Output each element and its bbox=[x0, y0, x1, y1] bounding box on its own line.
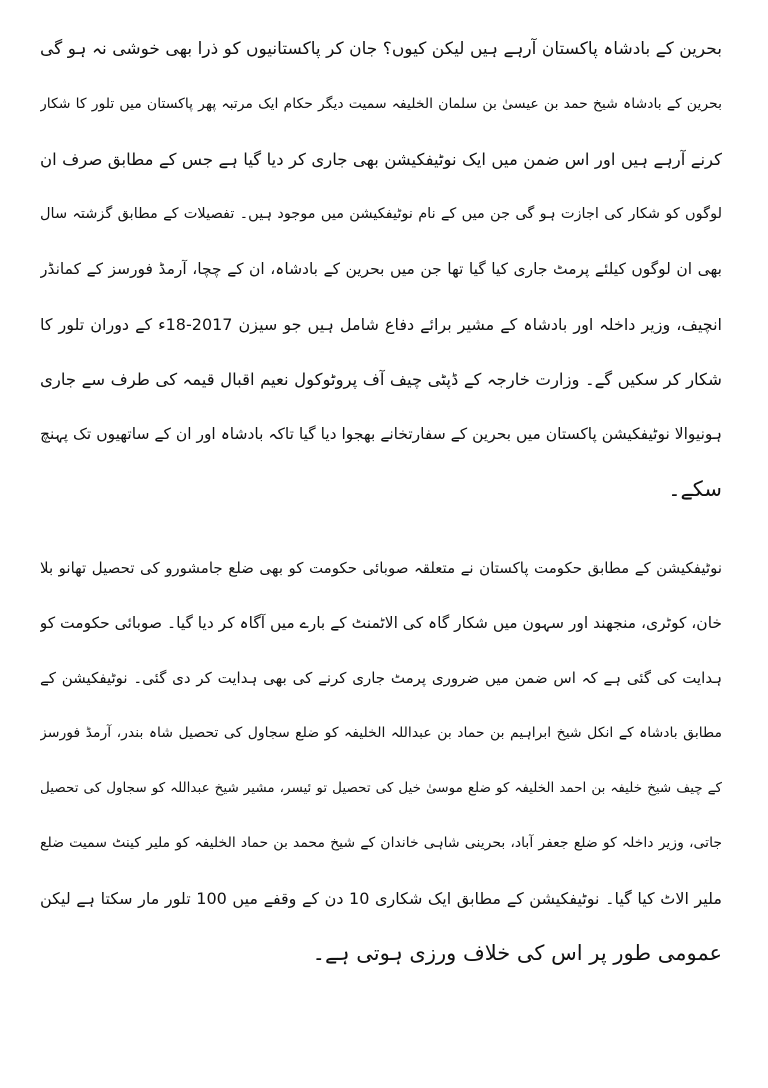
text-line: مطابق بادشاہ کے انکل شیخ ابراہیم بن حماد بن عبداللہ الخلیفہ کو ضلع سجاول کی تحصیل شاہ بندر، آرمڈ فورسز bbox=[40, 725, 722, 741]
text-line-last: سکے۔ bbox=[668, 477, 722, 501]
text-line-last: عمومی طور پر اس کی خلاف ورزی ہوتی ہے۔ bbox=[312, 941, 722, 965]
headline-line: بحرین کے بادشاہ پاکستان آرہے ہیں لیکن کیوں؟ جان کر پاکستانیوں کو ذرا بھی خوشی نہ ہو گی bbox=[40, 39, 722, 59]
text-line: جاتی، وزیر داخلہ کو ضلع جعفر آباد، بحرینی شاہی خاندان کے شیخ محمد بن حماد الخلیفہ کو ملیر کینٹ سمیت ضلع bbox=[40, 835, 722, 851]
text-line: بحرین کے بادشاہ شیخ حمد بن عیسیٰ بن سلمان الخلیفہ سمیت دیگر حکام ایک مرتبہ پھر پاکستان میں تلور کا شکار bbox=[40, 96, 722, 112]
text-line: ہدایت کی گئی ہے کہ اس ضمن میں ضروری پرمٹ جاری کرنے کی بھی ہدایت کر دی گئی۔ نوٹیفکیشن کے bbox=[40, 669, 722, 687]
text-line: شکار کر سکیں گے۔ وزارت خارجہ کے ڈپٹی چیف آف پروٹوکول نعیم اقبال قیمہ کی طرف سے جاری bbox=[40, 370, 722, 389]
text-line: انچیف، وزیر داخلہ اور بادشاہ کے مشیر برائے دفاع شامل ہیں جو سیزن 2017-18ء کے دوران تلور کا bbox=[40, 315, 722, 334]
text-line: لوگوں کو شکار کی اجازت ہو گی جن میں کے نام نوٹیفکیشن میں موجود ہیں۔ تفصیلات کے مطابق گزشتہ سال bbox=[40, 206, 722, 222]
text-line: ہونیوالا نوٹیفکیشن پاکستان میں بحرین کے سفارتخانے بھجوا دیا گیا تاکہ بادشاہ اور ان کے ساتھیوں تک پہنچ bbox=[40, 425, 722, 443]
text-line: نوٹیفکیشن کے مطابق حکومت پاکستان نے متعلقہ صوبائی حکومت کو بھی ضلع جامشورو کی تحصیل تھانو بلا bbox=[40, 559, 722, 577]
text-line: کرنے آرہے ہیں اور اس ضمن میں ایک نوٹیفکیشن بھی جاری کر دیا گیا ہے جس کے مطابق صرف ان bbox=[40, 150, 722, 169]
text-line: کے چیف شیخ خلیفہ بن احمد الخلیفہ کو ضلع موسیٰ خیل کی تحصیل تو ئیسر، مشیر شیخ عبداللہ کو سجاول کی تحصیل bbox=[40, 780, 722, 796]
text-line: خان، کوٹری، منجھند اور سہون میں شکار گاہ کی الاٹمنٹ کے بارے میں آگاہ کر دیا گیا۔ صوبائی حکومت کو bbox=[40, 614, 722, 632]
text-line: ملیر الاٹ کیا گیا۔ نوٹیفکیشن کے مطابق ایک شکاری 10 دن کے وقفے میں 100 تلور مار سکتا ہے لیکن bbox=[40, 889, 722, 908]
text-line: بھی ان لوگوں کیلئے پرمٹ جاری کیا گیا تھا جن میں بحرین کے بادشاہ، ان کے چچا، آرمڈ فورسز کے کمانڈر bbox=[40, 260, 722, 278]
paragraph-gap bbox=[40, 517, 722, 541]
article-paragraph-1 bbox=[40, 22, 722, 517]
article-paragraph-2 bbox=[40, 541, 722, 981]
